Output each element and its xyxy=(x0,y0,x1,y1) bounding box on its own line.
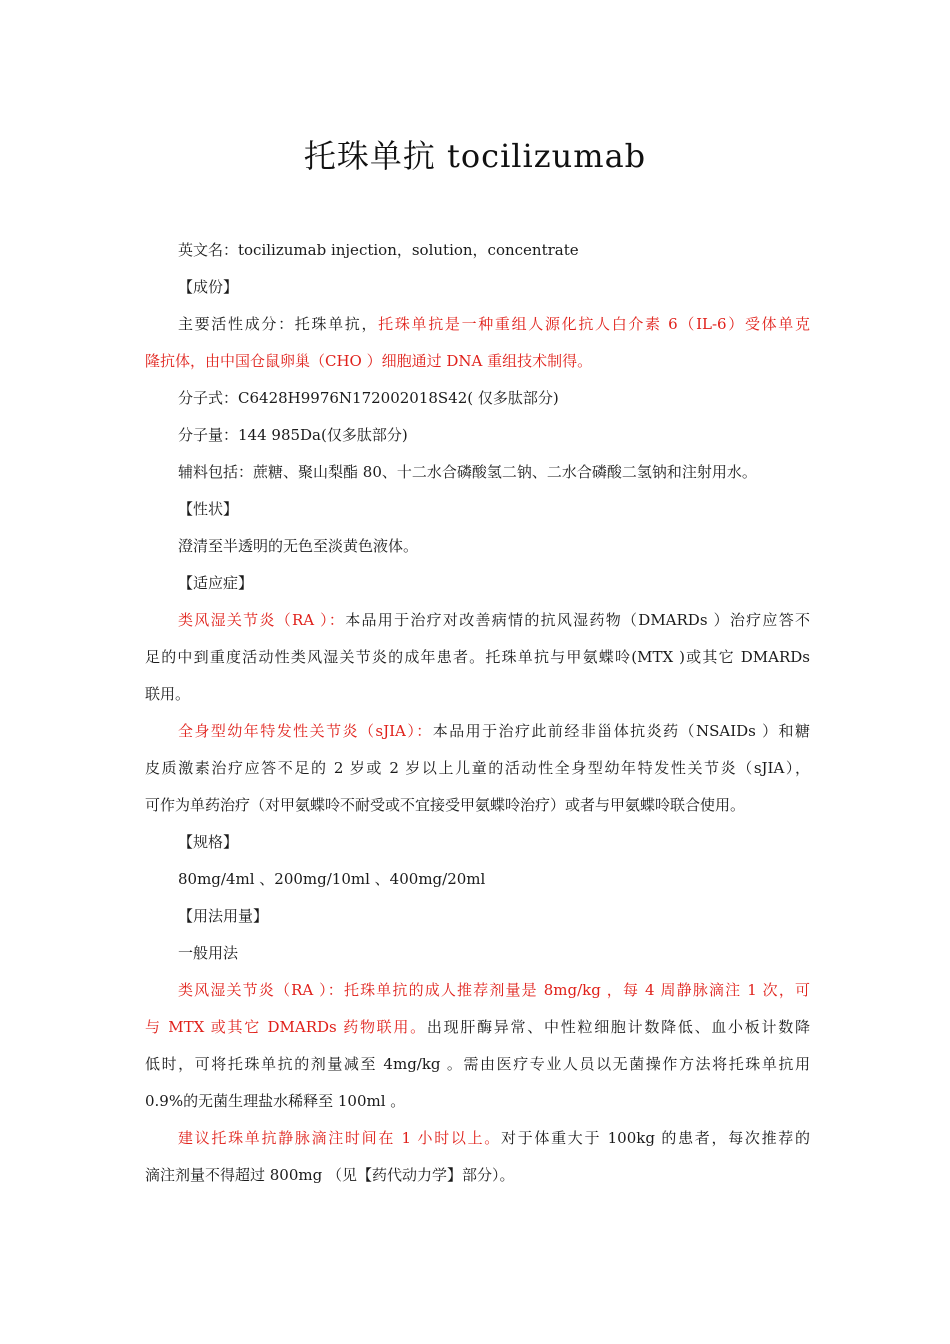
indication-sjia-continued: 皮质激素治疗应答不足的 2 岁或 2 岁以上儿童的活动性全身型幼年特发性关节炎（sJIA）， xyxy=(145,759,810,777)
infusion-weight-note: 对于体重大于 100kg 的患者，每次推荐的 xyxy=(501,1129,810,1147)
indication-ra-end: 联用。 xyxy=(145,685,191,703)
indication-ra-line xyxy=(145,602,810,639)
dosage-ra-combination: 与 MTX 或其它 DMARDs 药物联用。 xyxy=(145,1018,427,1036)
dosage-ra-continued xyxy=(145,1009,810,1046)
section-heading-properties: 【性状】 xyxy=(178,500,239,518)
active-ingredient-label: 主要活性成分：托珠单抗， xyxy=(178,315,379,333)
dosage-ra-reduction: 低时，可将托珠单抗的剂量减至 4mg/kg 。需由医疗专业人员以无菌操作方法将托珠单抗用 xyxy=(145,1055,810,1073)
dosage-ra-dilution: 0.9%的无菌生理盐水稀释至 100ml 。 xyxy=(145,1092,406,1110)
section-heading-indications: 【适应症】 xyxy=(178,574,254,592)
english-name-line: 英文名：tocilizumab injection，solution，concentrate xyxy=(178,241,579,259)
active-ingredient-continued: 隆抗体，由中国仓鼠卵巢（CHO ）细胞通过 DNA 重组技术制得。 xyxy=(145,352,593,370)
infusion-max-dose: 滴注剂量不得超过 800mg （见【药代动力学】部分）。 xyxy=(145,1166,515,1184)
infusion-time-line xyxy=(145,1120,810,1157)
indication-sjia-label: 全身型幼年特发性关节炎（sJIA）： xyxy=(178,722,433,740)
indication-ra-label: 类风湿关节炎（RA ）： xyxy=(178,611,346,629)
section-heading-specifications: 【规格】 xyxy=(178,833,239,851)
excipients-line: 辅料包括：蔗糖、聚山梨酯 80、十二水合磷酸氢二钠、二水合磷酸二氢钠和注射用水。 xyxy=(178,463,757,481)
molecular-formula-line: 分子式：C6428H9976N172002018S42( 仅多肽部分) xyxy=(178,389,559,407)
general-usage-heading: 一般用法 xyxy=(178,944,239,962)
indication-sjia-line xyxy=(145,713,810,750)
section-heading-composition: 【成份】 xyxy=(178,278,239,296)
section-heading-dosage: 【用法用量】 xyxy=(178,907,269,925)
molecular-weight-line: 分子量：144 985Da(仅多肽部分) xyxy=(178,426,408,444)
infusion-time-recommendation: 建议托珠单抗静脉滴注时间在 1 小时以上。 xyxy=(178,1129,501,1147)
active-ingredient-description: 托珠单抗是一种重组人源化抗人白介素 6（IL-6）受体单克 xyxy=(378,315,810,333)
properties-text: 澄清至半透明的无色至淡黄色液体。 xyxy=(178,537,419,555)
indication-ra-continued: 足的中到重度活动性类风湿关节炎的成年患者。托珠单抗与甲氨蝶呤(MTX )或其它 DMARDs xyxy=(145,648,810,666)
active-ingredient-line xyxy=(145,306,810,343)
document-title: 托珠单抗 tocilizumab xyxy=(303,137,647,175)
indication-ra-text: 本品用于治疗对改善病情的抗风湿药物（DMARDs ）治疗应答不 xyxy=(345,611,810,629)
dosage-ra-line: 类风湿关节炎（RA ）：托珠单抗的成人推荐剂量是 8mg/kg ，每 4 周静脉滴注 1 次，可 xyxy=(178,981,810,999)
indication-sjia-text: 本品用于治疗此前经非甾体抗炎药（NSAIDs ）和糖 xyxy=(432,722,810,740)
document-body xyxy=(145,232,810,1194)
specifications-text: 80mg/4ml 、200mg/10ml 、400mg/20ml xyxy=(178,870,486,888)
indication-sjia-end: 可作为单药治疗（对甲氨蝶呤不耐受或不宜接受甲氨蝶呤治疗）或者与甲氨蝶呤联合使用。 xyxy=(145,796,746,814)
dosage-ra-adjustment: 出现肝酶异常、中性粒细胞计数降低、血小板计数降 xyxy=(426,1018,810,1036)
